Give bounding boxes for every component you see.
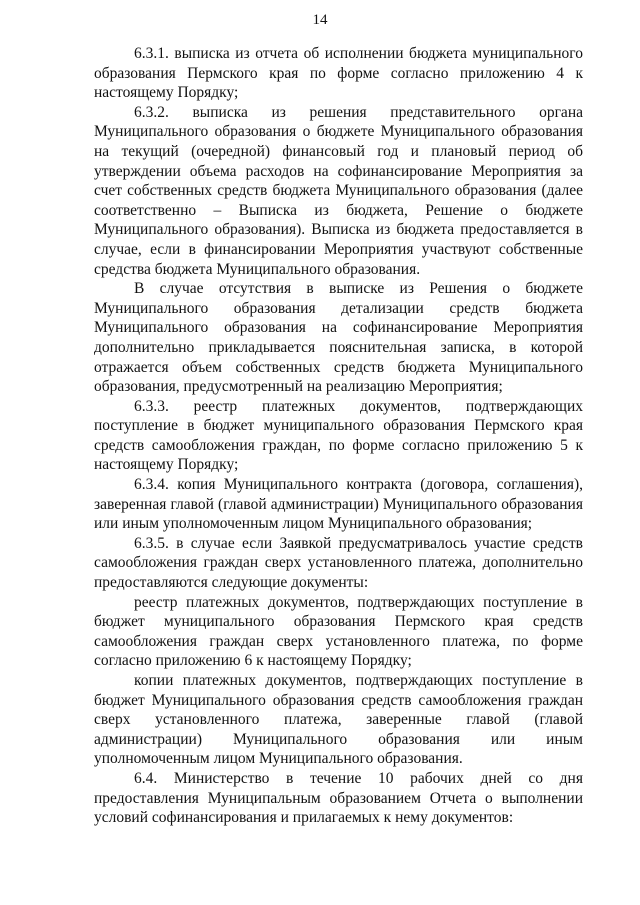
paragraph-absence-detail: В случае отсутствия в выписке из Решения о бюджете Муниципального образования детализации средств бюджета Муниципального образования на софинансирование Мероприятия дополнительно прикладывается пояснительная записка, в которой отражается объем собственных средств бюджета Муниципального образования, предусмотренный на реализацию Мероприятия;	[94, 280, 583, 396]
paragraph-6-3-1: 6.3.1. выписка из отчета об исполнении бюджета муниципального образования Пермского края по форме согласно приложению 4 к настоящему Порядку;	[94, 45, 583, 102]
paragraph-6-3-4: 6.3.4. копия Муниципального контракта (договора, соглашения), заверенная главой (главой администрации) Муниципального образования или иным уполномоченным лицом Муниципального образования;	[94, 476, 583, 533]
paragraph-6-3-3: 6.3.3. реестр платежных документов, подтверждающих поступление в бюджет муниципального образования Пермского края средств самообложения граждан, по форме согласно приложению 5 к настоящему Порядку;	[94, 397, 583, 474]
document-body	[94, 44, 583, 828]
paragraph-6-4: 6.4. Министерство в течение 10 рабочих дней со дня предоставления Муниципальным образованием Отчета о выполнении условий софинансирования и прилагаемых к нему документов:	[94, 769, 583, 827]
paragraph-6-3-5: 6.3.5. в случае если Заявкой предусматривалось участие средств самообложения граждан сверх установленного платежа, дополнительно предоставляются следующие документы:	[94, 534, 583, 592]
paragraph-6-3-2: 6.3.2. выписка из решения представительного органа Муниципального образования о бюджете Муниципального образования на текущий (очередной) финансовый год и плановый период об утверждении объема расходов на софинансирование Мероприятия за счет собственных средств бюджета Муниципального образования (далее соответственно – Выписка из бюджета, Решение о бюджете Муниципального образования). Выписка из бюджета предоставляется в случае, если в финансировании Мероприятия участвуют собственные средства бюджета Муниципального образования.	[94, 103, 583, 278]
page-number: 14	[312, 12, 328, 28]
paragraph-payment-copies: копии платежных документов, подтверждающих поступление в бюджет Муниципального образования средств самообложения граждан сверх установленного платежа, заверенные главой (главой администрации) Муниципального образования или иным уполномоченным лицом Муниципального образования.	[94, 672, 583, 768]
paragraph-registry: реестр платежных документов, подтверждающих поступление в бюджет муниципального образования Пермского края средств самообложения граждан сверх установленного платежа, по форме согласно приложению 6 к настоящему Порядку;	[94, 593, 583, 670]
